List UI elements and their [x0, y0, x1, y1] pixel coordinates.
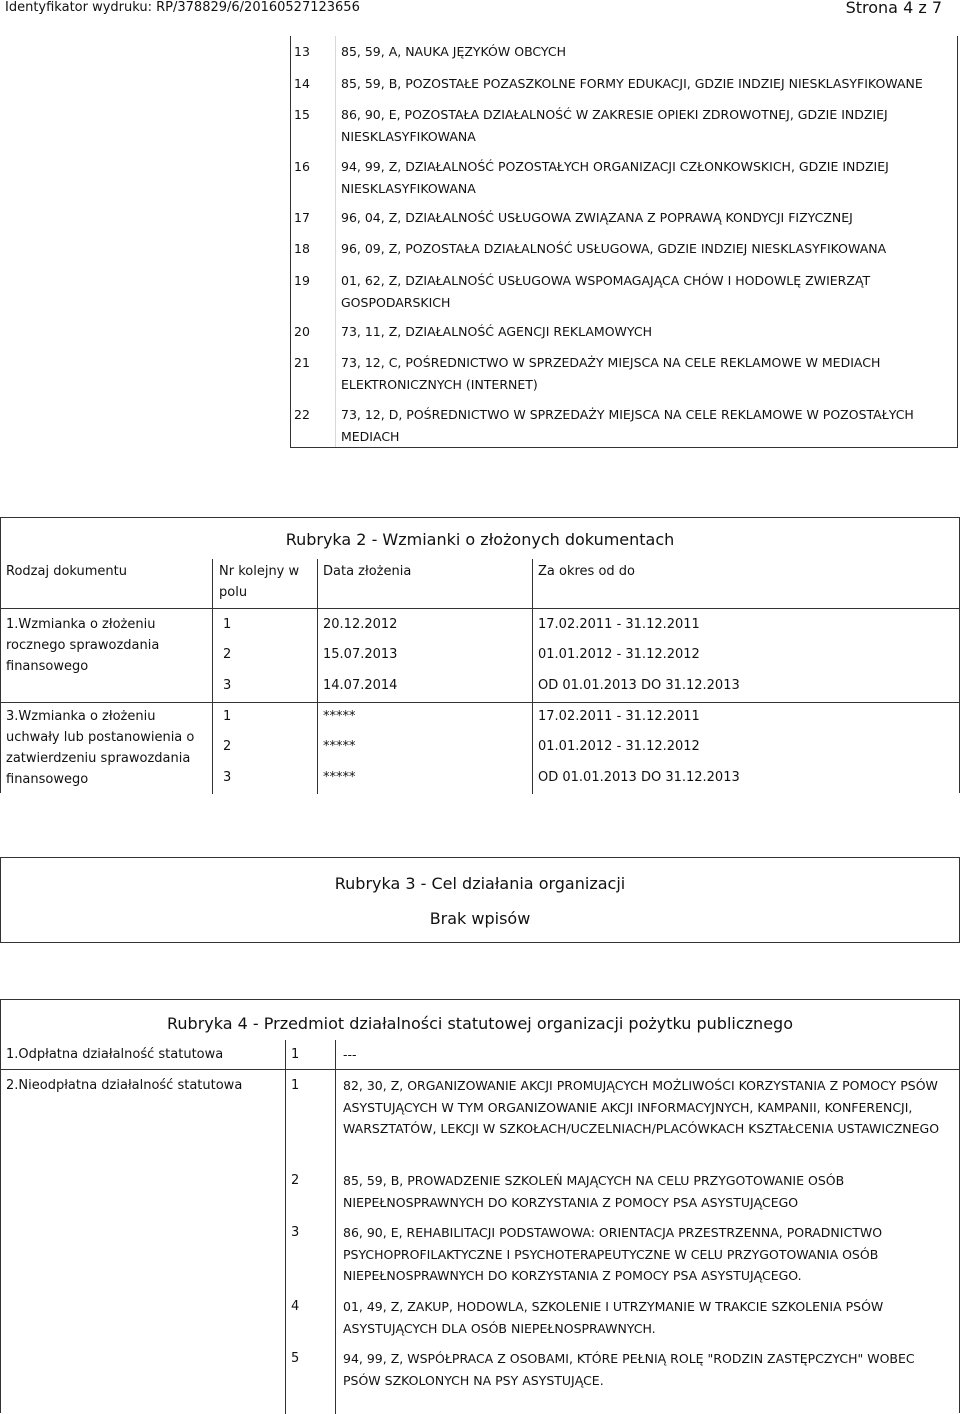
pkd-activity-table	[290, 36, 958, 448]
unpaid-activity-label: 2.Nieodpłatna działalność statutowa	[6, 1078, 243, 1093]
row-text: 86, 90, E, POZOSTAŁA DZIAŁALNOŚĆ W ZAKRESIE OPIEKI ZDROWOTNEJ, GDZIE INDZIEJ NIESKLASYFIKOWANA	[341, 107, 888, 144]
section-statutory-activity	[0, 999, 960, 1413]
row-number: 15	[294, 107, 310, 122]
seq-cell: 3	[223, 678, 232, 693]
list-item: 85, 59, B, PROWADZENIE SZKOLEŃ MAJĄCYCH NA CELU PRZYGOTOWANIE OSÓB NIEPEŁNOSPRAWNYCH DO KORZYSTANIA Z POMOCY PSA ASYSTUJĄCEGO	[343, 1173, 845, 1210]
date-cell: *****	[323, 709, 356, 724]
column-header-date: Data złożenia	[323, 564, 412, 579]
period-cell: 01.01.2012 - 31.12.2012	[538, 647, 700, 662]
seq-cell: 3	[223, 770, 232, 785]
list-item: 94, 99, Z, WSPÓŁPRACA Z OSOBAMI, KTÓRE PEŁNIĄ ROLĘ "RODZIN ZASTĘPCZYCH" WOBEC PSÓW SZKOLONYCH NA PSY ASYSTUJĄCE.	[343, 1351, 915, 1388]
section-title: Rubryka 3 - Cel działania organizacji	[334, 874, 626, 893]
period-cell: 01.01.2012 - 31.12.2012	[538, 739, 700, 754]
row-text: 73, 12, C, POŚREDNICTWO W SPRZEDAŻY MIEJSCA NA CELE REKLAMOWE W MEDIACH ELEKTRONICZNYCH (INTERNET)	[341, 355, 881, 392]
date-cell: *****	[323, 739, 356, 754]
list-item-number: 1	[291, 1078, 300, 1093]
row-number: 20	[294, 324, 310, 339]
page-number: Strona 4 z 7	[845, 0, 942, 17]
column-divider	[335, 1040, 336, 1414]
column-divider	[532, 559, 533, 794]
row-text: 01, 62, Z, DZIAŁALNOŚĆ USŁUGOWA WSPOMAGAJĄCA CHÓW I HODOWLĘ ZWIERZĄT GOSPODARSKICH	[341, 273, 871, 310]
paid-activity-text: ---	[343, 1047, 357, 1062]
row-text: 85, 59, B, POZOSTAŁE POZASZKOLNE FORMY EDUKACJI, GDZIE INDZIEJ NIESKLASYFIKOWANE	[341, 76, 923, 91]
period-cell: OD 01.01.2013 DO 31.12.2013	[538, 678, 740, 693]
row-text: 96, 09, Z, POZOSTAŁA DZIAŁALNOŚĆ USŁUGOWA, GDZIE INDZIEJ NIESKLASYFIKOWANA	[341, 241, 887, 256]
section-title: Rubryka 4 - Przedmiot działalności statutowej organizacji pożytku publicznego	[167, 1014, 793, 1033]
row-number: 21	[294, 355, 310, 370]
row-text: 73, 12, D, POŚREDNICTWO W SPRZEDAŻY MIEJSCA NA CELE REKLAMOWE W POZOSTAŁYCH MEDIACH	[341, 407, 914, 444]
row-divider	[1, 702, 959, 703]
row-text: 94, 99, Z, DZIAŁALNOŚĆ POZOSTAŁYCH ORGANIZACJI CZŁONKOWSKICH, GDZIE INDZIEJ NIESKLASYFIKOWANA	[341, 159, 889, 196]
section-documents	[0, 517, 960, 793]
row-divider	[1, 608, 959, 609]
date-cell: *****	[323, 770, 356, 785]
row-number: 17	[294, 210, 310, 225]
seq-cell: 2	[223, 739, 232, 754]
pkd-column-divider	[335, 36, 336, 447]
column-header-doc-type: Rodzaj dokumentu	[6, 564, 127, 579]
row-number: 22	[294, 407, 310, 422]
row-number: 16	[294, 159, 310, 174]
column-header-period: Za okres od do	[538, 564, 635, 579]
paid-activity-label: 1.Odpłatna działalność statutowa	[6, 1047, 224, 1062]
row-text: 85, 59, A, NAUKA JĘZYKÓW OBCYCH	[341, 44, 567, 59]
list-item-number: 2	[291, 1173, 300, 1188]
seq-cell: 1	[223, 617, 232, 632]
row-number: 14	[294, 76, 310, 91]
list-item: 86, 90, E, REHABILITACJI PODSTAWOWA: ORIENTACJA PRZESTRZENNA, PORADNICTWO PSYCHOPROFILAKTYCZNE I PSYCHOTERAPEUTYCZNE W CELU PRZYGOTOWANIA OSÓB NIEPEŁNOSPRAWNYCH DO KORZYSTANIA Z POMOCY PSA ASYSTUJĄCEGO.	[343, 1225, 883, 1283]
list-item: 82, 30, Z, ORGANIZOWANIE AKCJI PROMUJĄCYCH MOŻLIWOŚCI KORZYSTANIA Z POMOCY PSÓW ASYSTUJĄCYCH W TYM ORGANIZOWANIE AKCJI INFORMACYJNYCH, KAMPANII, KONFERENCJI, WARSZTATÓW, LEKCJI W SZKOŁACH/UCZELNIACH/PLACÓWKACH KSZTAŁCENIA USTAWICZNEGO	[343, 1078, 940, 1136]
date-cell: 20.12.2012	[323, 617, 398, 632]
date-cell: 14.07.2014	[323, 678, 398, 693]
row-text: 73, 11, Z, DZIAŁALNOŚĆ AGENCJI REKLAMOWYCH	[341, 324, 652, 339]
doc-type-cell: 1.Wzmianka o złożeniu rocznego sprawozdania finansowego	[6, 617, 160, 674]
period-cell: 17.02.2011 - 31.12.2011	[538, 617, 700, 632]
seq-cell: 2	[223, 647, 232, 662]
row-number: 18	[294, 241, 310, 256]
row-number: 13	[294, 44, 310, 59]
seq-cell: 1	[223, 709, 232, 724]
empty-entries-text: Brak wpisów	[429, 909, 531, 928]
list-item-number: 5	[291, 1351, 300, 1366]
doc-type-cell: 3.Wzmianka o złożeniu uchwały lub postanowienia o zatwierdzeniu sprawozdania finansowego	[6, 709, 195, 787]
column-divider	[285, 1040, 286, 1414]
section-organization-goal	[0, 857, 960, 943]
column-divider	[317, 559, 318, 794]
list-item: 01, 49, Z, ZAKUP, HODOWLA, SZKOLENIE I UTRZYMANIE W TRAKCIE SZKOLENIA PSÓW ASYSTUJĄCYCH DLA OSÓB NIEPEŁNOSPRAWNYCH.	[343, 1299, 884, 1336]
row-text: 96, 04, Z, DZIAŁALNOŚĆ USŁUGOWA ZWIĄZANA Z POPRAWĄ KONDYCJI FIZYCZNEJ	[341, 210, 853, 225]
column-divider	[212, 559, 213, 794]
column-header-seq: Nr kolejny w polu	[219, 564, 300, 600]
period-cell: OD 01.01.2013 DO 31.12.2013	[538, 770, 740, 785]
row-divider	[1, 1069, 959, 1070]
print-identifier: Identyfikator wydruku: RP/378829/6/20160527123656	[5, 0, 360, 15]
period-cell: 17.02.2011 - 31.12.2011	[538, 709, 700, 724]
list-item-number: 4	[291, 1299, 300, 1314]
list-item-number: 3	[291, 1225, 300, 1240]
date-cell: 15.07.2013	[323, 647, 398, 662]
section-title: Rubryka 2 - Wzmianki o złożonych dokumentach	[285, 530, 675, 549]
row-number: 19	[294, 273, 310, 288]
paid-activity-number: 1	[291, 1047, 300, 1062]
